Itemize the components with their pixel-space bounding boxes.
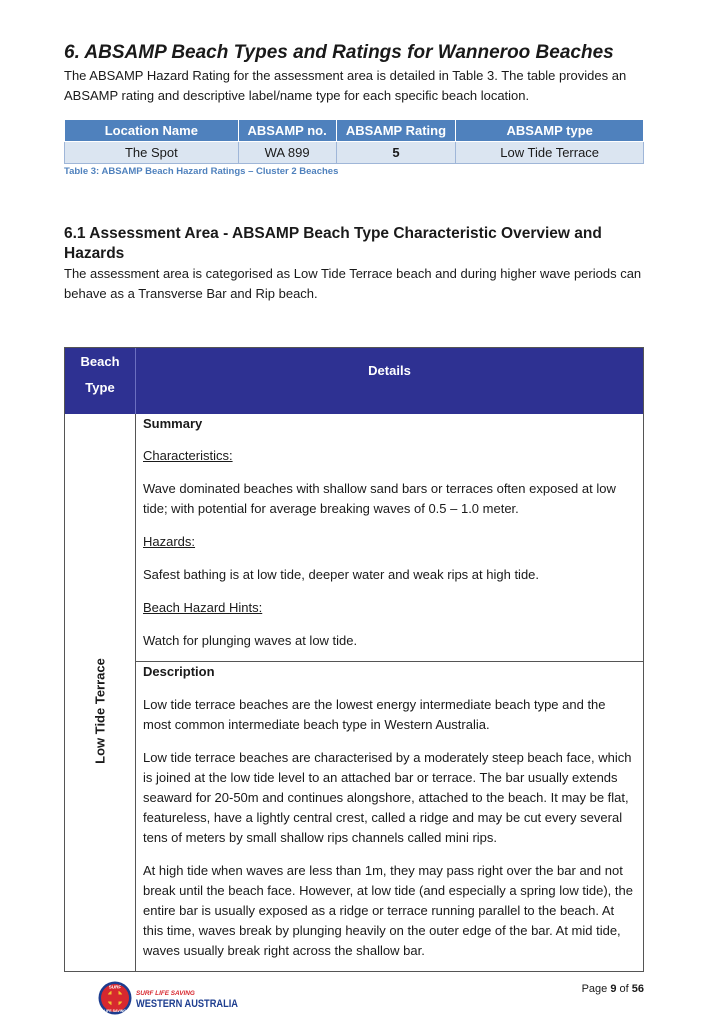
summary-heading: Summary: [143, 416, 203, 431]
column-header: ABSAMP Rating: [336, 120, 456, 142]
beach-type-header-line1: Beach: [80, 354, 120, 369]
characteristics-text: Wave dominated beaches with shallow sand bars or terraces often exposed at low tide; with potential for average breaking waves of 0.5 – 1.0 meter.: [143, 481, 616, 516]
logo-badge-bottom-text: LIFE SAVING: [103, 1009, 127, 1013]
description-paragraph: Low tide terrace beaches are characterised by a moderately steep beach face, which is joined at the low tide level to an attached bar or terrace. The bar usually extends seaward for 20-50m and continues alongshore, attached to the beach. It may be flat, featureless, have a lightly central crest, called a ridge and may be cut every several tens of meters by small shallow rips channels called mini rips.: [143, 750, 632, 845]
description-heading: Description: [143, 664, 215, 679]
subsection-text: The assessment area is categorised as Low Tide Terrace beach and during higher wave periods can behave as a Transverse Bar and Rip beach.: [64, 266, 642, 301]
location-name-cell: The Spot: [65, 142, 239, 164]
absamp-rating-cell: 5: [336, 142, 456, 164]
page-total: 56: [631, 983, 644, 995]
description-paragraph: Low tide terrace beaches are the lowest energy intermediate beach type and the most common intermediate beach type in Western Australia.: [143, 697, 606, 732]
subsection-heading: 6.1 Assessment Area - ABSAMP Beach Type Characteristic Overview and Hazards: [64, 225, 602, 262]
table-caption: Table 3: ABSAMP Beach Hazard Ratings – Cluster 2 Beaches: [64, 166, 339, 177]
page-number: [582, 983, 644, 995]
section-intro: The ABSAMP Hazard Rating for the assessment area is detailed in Table 3. The table provides an ABSAMP rating and descriptive label/name type for each specific beach location.: [64, 68, 627, 103]
table-header-row: [65, 120, 644, 142]
description-cell: [136, 662, 643, 971]
hazard-hints-text: Watch for plunging waves at low tide.: [143, 633, 358, 648]
characteristics-label: Characteristics:: [143, 448, 233, 463]
column-header: ABSAMP no.: [238, 120, 336, 142]
absamp-number-cell: WA 899: [238, 142, 336, 164]
page-current: 9: [610, 983, 617, 995]
hazards-label: Hazards:: [143, 534, 196, 549]
section-heading: 6. ABSAMP Beach Types and Ratings for Wanneroo Beaches: [64, 42, 614, 63]
beach-type-label: Low Tide Terrace: [92, 658, 108, 764]
table-row: [65, 142, 644, 164]
hazard-rating-table: [64, 119, 644, 164]
description-paragraph: At high tide when waves are less than 1m, they may pass right over the bar and not break until the beach face. However, at low tide (and especially a spring low tide), the entire bar is usually exposed as a ridge or terrace running parallel to the beach. At this time, waves break by plunging heavily on the outer edge of the bar. At mid tide, waves usually break right across the shallow bar.: [143, 863, 633, 958]
beach-type-cell: [65, 414, 136, 971]
summary-cell: [136, 414, 643, 662]
column-header: ABSAMP type: [456, 120, 644, 142]
absamp-type-cell: Low Tide Terrace: [456, 142, 644, 164]
beach-type-header: [65, 348, 136, 414]
beach-type-header-line2: Type: [85, 380, 115, 395]
logo-bottom-text: WESTERN AUSTRALIA: [136, 998, 239, 1010]
page-of: of: [616, 983, 632, 995]
hazard-hints-label: Beach Hazard Hints:: [143, 600, 263, 615]
page-prefix: Page: [581, 983, 611, 995]
details-header: Details: [136, 348, 643, 414]
surf-life-saving-wa-logo: [98, 980, 248, 1016]
column-header: Location Name: [65, 120, 239, 142]
logo-top-text: SURF LIFE SAVING: [136, 990, 195, 997]
logo-badge-top-text: SURF: [108, 984, 122, 990]
hazards-text: Safest bathing is at low tide, deeper water and weak rips at high tide.: [143, 567, 540, 582]
beach-type-details-table: [64, 347, 644, 972]
